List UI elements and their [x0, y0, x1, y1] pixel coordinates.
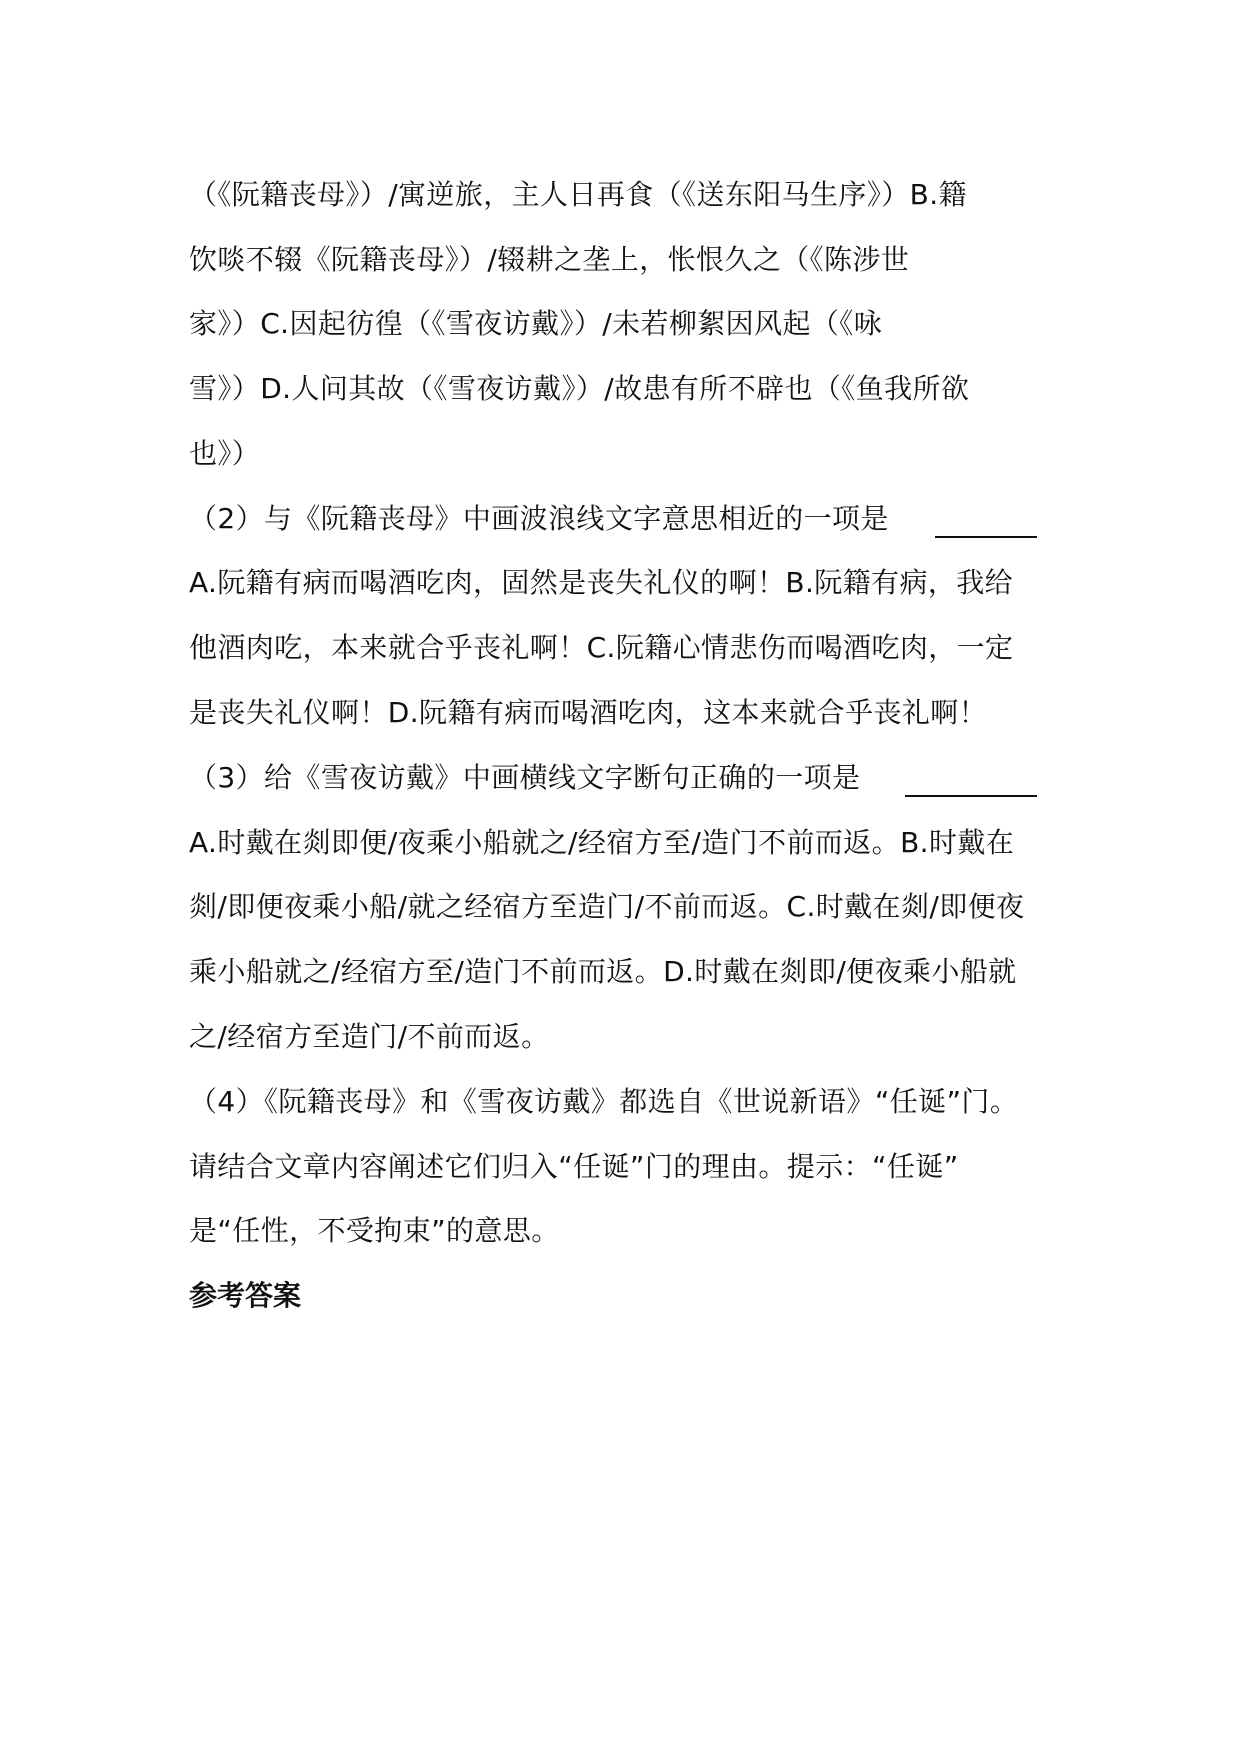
text-line-17: 是“任性，不受拘束”的意思。 — [189, 1214, 560, 1247]
answer-blank-3 — [905, 795, 1037, 797]
text-line-13: 乘小船就之/经宿方至/造门不前而返。D.时戴在剡即/便夜乘小船就 — [189, 955, 1017, 988]
text-line-9: 是丧失礼仪啊！D.阮籍有病而喝酒吃肉，这本来就合乎丧礼啊！ — [189, 696, 988, 729]
text-line-16: 请结合文章内容阐述它们归入“任诞”门的理由。提示：“任诞” — [189, 1150, 959, 1183]
question-4: （4）《阮籍丧母》和《雪夜访戴》都选自《世说新语》“任诞”门。 — [189, 1085, 1019, 1118]
text-line-7: A.阮籍有病而喝酒吃肉，固然是丧失礼仪的啊！B.阮籍有病，我给 — [189, 566, 1014, 599]
question-2: （2）与《阮籍丧母》中画波浪线文字意思相近的一项是 — [189, 502, 889, 535]
text-line-4: 雪》）D.人问其故（《雪夜访戴》）/故患有所不辟也（《鱼我所欲 — [189, 372, 970, 405]
text-line-1: （《阮籍丧母》）/寓逆旅，主人日再食（《送东阳马生序》）B.籍 — [189, 178, 967, 211]
answer-blank-2 — [935, 536, 1037, 538]
text-line-12: 剡/即便夜乘小船/就之经宿方至造门/不前而返。C.时戴在剡/即便夜 — [189, 890, 1025, 923]
text-line-8: 他酒肉吃，本来就合乎丧礼啊！C.阮籍心情悲伤而喝酒吃肉，一定 — [189, 631, 1014, 664]
text-line-11: A.时戴在剡即便/夜乘小船就之/经宿方至/造门不前而返。B.时戴在 — [189, 826, 1015, 859]
text-line-5: 也》） — [189, 437, 261, 470]
question-3: （3）给《雪夜访戴》中画横线文字断句正确的一项是 — [189, 761, 861, 794]
text-line-14: 之/经宿方至造门/不前而返。 — [189, 1020, 550, 1053]
text-line-2: 饮啖不辍《阮籍丧母》）/辍耕之垄上，怅恨久之（《陈涉世 — [189, 243, 910, 276]
text-line-3: 家》）C.因起彷徨（《雪夜访戴》）/未若柳絮因风起（《咏 — [189, 307, 883, 340]
reference-answer-heading: 参考答案 — [189, 1279, 302, 1312]
